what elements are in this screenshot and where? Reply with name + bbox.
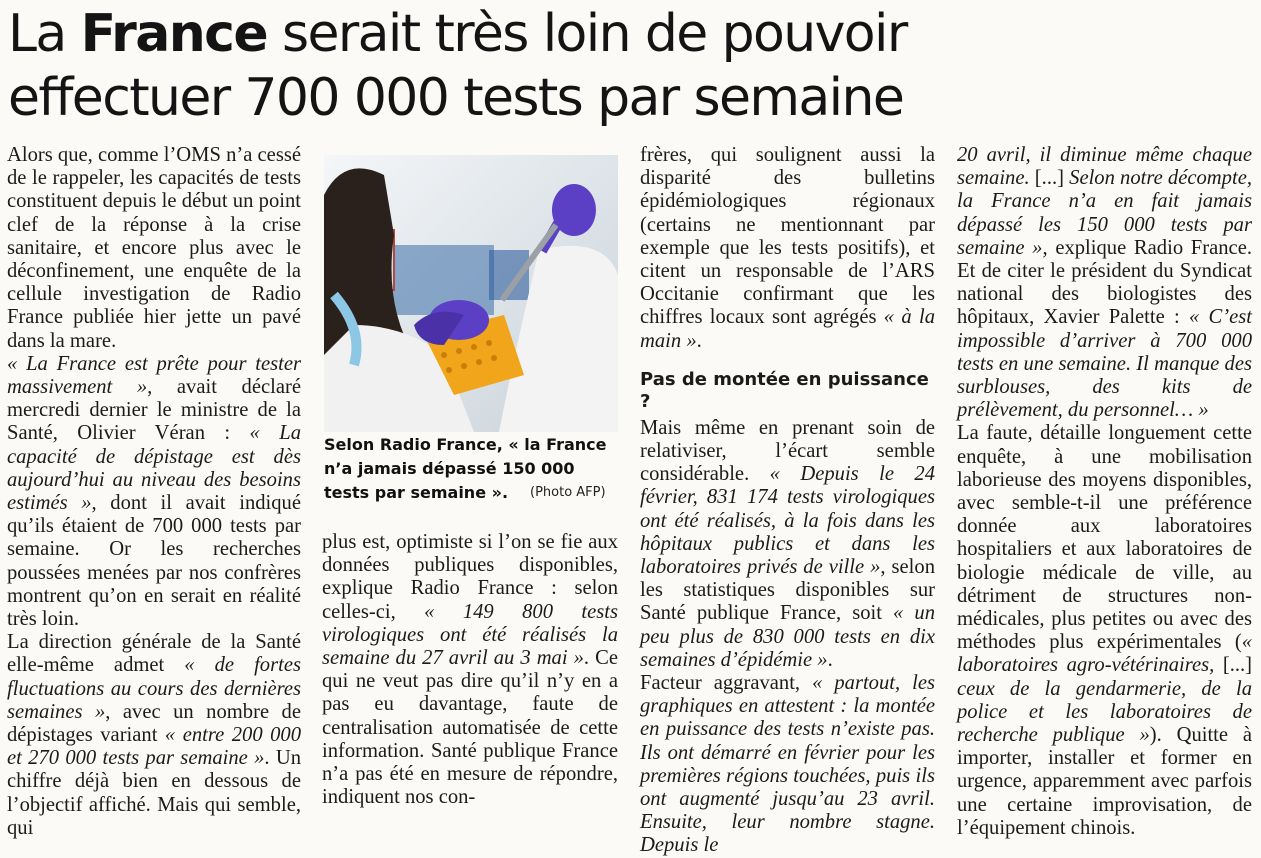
quote-text: « à la main » <box>640 306 935 352</box>
quote-text: 20 avril, il diminue même chaque semaine. <box>957 144 1252 190</box>
photo-caption: Selon Radio France, « la France n’a jamais dépassé 150 000 tests par semaine ». <box>324 435 607 502</box>
paragraph <box>7 353 301 631</box>
lab-photo-illustration <box>324 155 618 432</box>
article-column-3 <box>640 144 935 858</box>
subheading: Pas de montée en puissance ? <box>640 368 929 412</box>
body-text: . <box>696 329 702 352</box>
paragraph <box>7 144 301 353</box>
quote-text: « partout, les graphiques en attestent : la montée en puissance des tests n’existe pas. Ils ont démarré en février pour les premières régions touchées, puis ils ont augmenté jusqu’au 23 avril. Ensuite, leur nombre stagne. Depuis le <box>640 672 935 857</box>
body-text: , explique Radio France. Et de citer le président du Syndicat national des biologistes des hôpitaux, Xavier Palette : <box>957 236 1252 329</box>
headline <box>8 2 1258 130</box>
photo-credit: (Photo AFP) <box>530 485 606 500</box>
body-text: frères, qui soulignent aussi la disparité des bulletins épidémiologiques régionaux (certains ne mentionnant par exemple que les tests positifs), et citent un responsable de l’ARS Occitanie confirmant que les chiffres locaux sont agrégés <box>640 144 935 329</box>
body-text: . Un chiffre déjà bien en dessous de l’objectif affiché. Mais qui semble, qui <box>7 747 301 839</box>
quote-text: « Depuis le 24 février, 831 174 tests virologiques ont été réalisés, à la fois dans les hôpitaux publics et dans les laboratoires privés de ville » <box>640 463 935 579</box>
quote-text: « C’est impossible d’arriver à 700 000 tests en une semaine. Il manque des surblouses, des kits de prélèvement, du personnel… » <box>957 306 1252 422</box>
headline-line2: effectuer 700 000 tests par semaine <box>8 68 904 128</box>
body-text: Mais même en prenant soin de relativiser, l’écart semble considérable. <box>640 416 935 486</box>
headline-bold: France <box>80 4 268 64</box>
quote-text: « laboratoires agro-vétérinaires, <box>957 631 1252 677</box>
quote-text: « La capacité de dépistage est dès aujourd’hui au niveau des besoins estimés » <box>7 422 301 515</box>
body-text: , selon les statistiques disponibles sur Santé publique France, soit <box>640 556 935 625</box>
article-column-4 <box>957 144 1252 840</box>
body-text: . Ce qui ne veut pas dire qu’il n’y en a pas eu davantage, faute de centralisation automatisée de cette information. Santé publique France n’a pas été en mesure de répondre, indiquent nos con- <box>322 647 618 809</box>
body-text: La faute, détaille longuement cette enquête, à une mobilisation laborieuse des moyens disponibles, avec semble-t-il une préférence donnée aux laboratoires hospitaliers et aux laboratoires de biologie médicale de ville, au détriment de structures non-médicales, plus petites ou avec des méthodes plus expérimentales ( <box>957 422 1252 654</box>
paragraph <box>640 417 935 672</box>
body-text: ). Quitte à importer, installer et former en urgence, apparemment avec parfois une certaine improvisation, de l’équipement chinois. <box>957 724 1252 839</box>
body-text: , avec un nombre de dépistages variant <box>7 700 301 747</box>
paragraph <box>957 422 1252 840</box>
body-text: , avait déclaré mercredi dernier le ministre de la Santé, Olivier Véran : <box>7 376 301 445</box>
body-text: Facteur aggravant, <box>640 672 813 695</box>
headline-pre: La <box>8 4 81 64</box>
body-text: [...] <box>1029 167 1070 190</box>
paragraph <box>957 144 1252 422</box>
paragraph <box>7 631 301 840</box>
article-column-1 <box>7 144 301 840</box>
body-text: La direction générale de la Santé elle-même admet <box>7 631 301 677</box>
body-text: . <box>827 648 833 671</box>
quote-text: « entre 200 000 et 270 000 tests par semaine » <box>7 724 301 770</box>
quote-text: « 149 800 tests virologiques ont été réalisés la semaine du 27 avril au 3 mai » <box>322 600 618 670</box>
paragraph <box>640 144 935 353</box>
lab-photo <box>324 155 618 432</box>
headline-post: serait très loin de pouvoir <box>267 4 907 64</box>
paragraph <box>322 531 618 809</box>
quote-text: ceux de la gendarmerie, de la police et les laboratoires de recherche publique » <box>957 677 1252 747</box>
quote-text: « de fortes fluctuations au cours des dernières semaines » <box>7 654 301 723</box>
quote-text: Selon notre décompte, la France n’a en fait jamais dépassé les 150 000 tests par semaine » <box>957 167 1252 259</box>
article-column-2 <box>322 531 618 809</box>
body-text: Alors que, comme l’OMS n’a cessé de le rappeler, les capacités de tests constituent depuis le début un point clef de la réponse à la crise sanitaire, et encore plus avec le déconfinement, une enquête de la cellule investigation de Radio France publiée hier jette un pavé dans la mare. <box>7 144 301 352</box>
quote-text: « La France est prête pour tester massivement » <box>7 352 301 399</box>
body-text: [...] <box>1214 654 1252 677</box>
paragraph <box>640 672 935 858</box>
body-text: , dont il avait indiqué qu’ils étaient de 700 000 tests par semaine. Or les recherches poussées menées par nos confrères montrent qu’on en serait en réalité très loin. <box>7 492 301 631</box>
quote-text: « un peu plus de 830 000 tests en dix semaines d’épidémie » <box>640 602 935 671</box>
body-text: plus est, optimiste si l’on se fie aux données publiques disponibles, explique Radio France : selon celles-ci, <box>322 531 618 623</box>
